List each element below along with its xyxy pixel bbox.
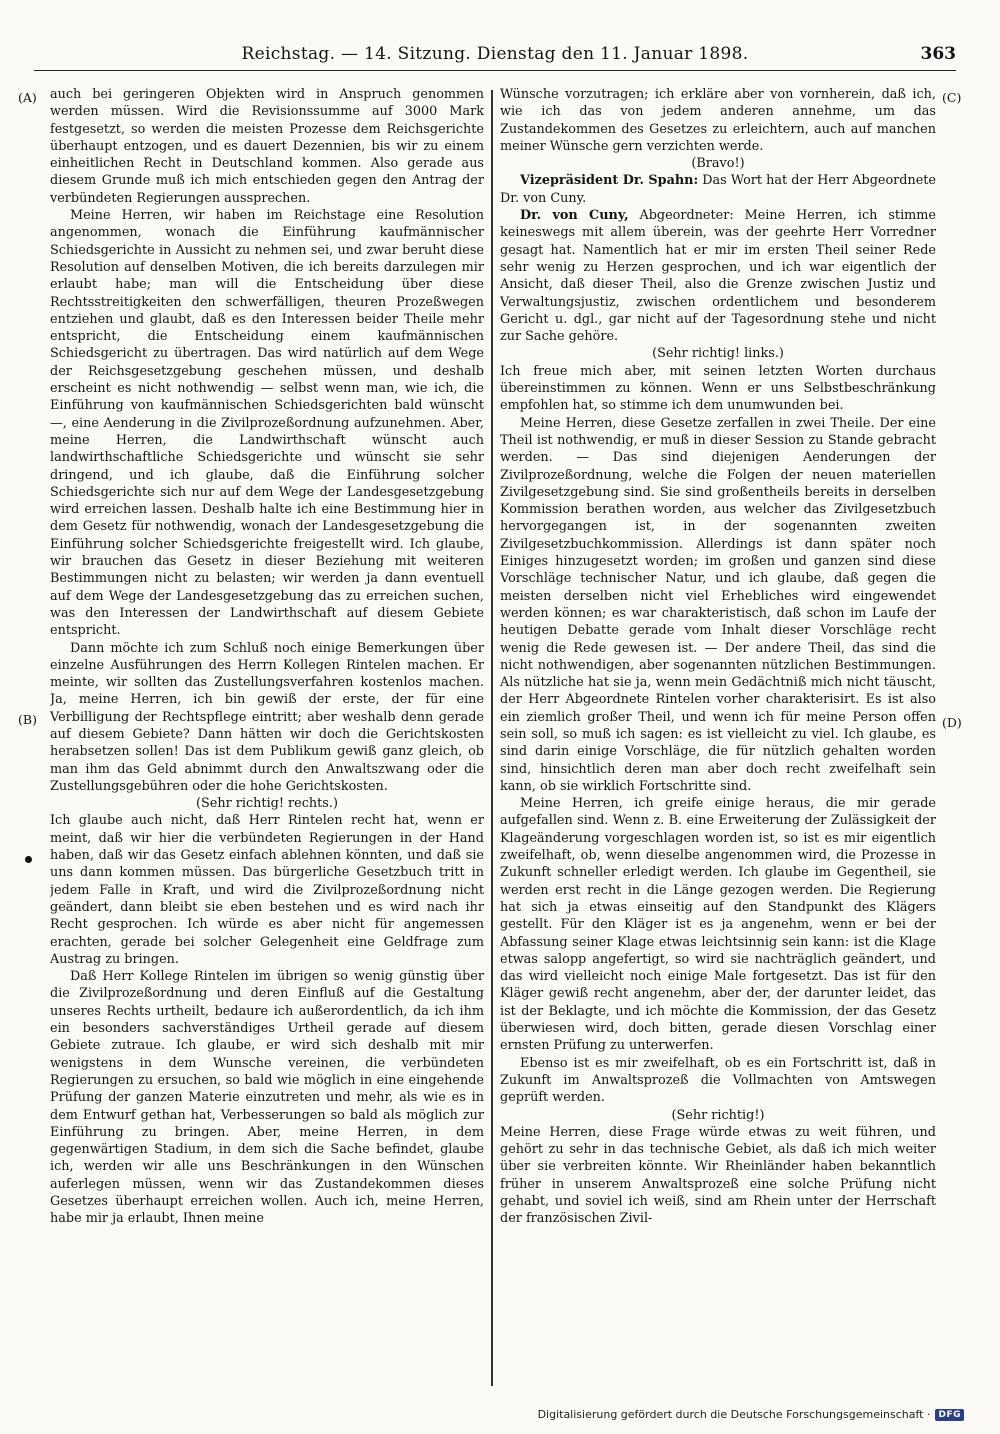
margin-marker-d: (D)	[942, 715, 962, 730]
speaker-name: Dr. von Cuny,	[520, 208, 629, 224]
funding-note: Digitalisierung gefördert durch die Deutsche Forschungsgemeinschaft ·	[537, 1408, 931, 1421]
speaker-text: Abgeordneter: Meine Herren, ich stimme keineswegs mit allem überein, was der geehrte Herr Vorredner gesagt hat. Namentlich hat er mir im ersten Theil seiner Rede sehr wenig zu Herzen gesprochen, und ich war eigentlich der Ansicht, daß dieser Theil, also die Grenze zwischen Justiz und Verwaltungsjustiz, zwischen ordentlichem und besonderem Gericht u. dgl., gar nicht auf der Tagesordnung stehe und nicht zur Sache gehöre.	[500, 208, 936, 345]
margin-marker-c: (C)	[942, 90, 962, 105]
speaker-paragraph	[500, 207, 936, 345]
dfg-logo: DFG	[935, 1409, 964, 1421]
interjection: (Sehr richtig!)	[671, 1107, 765, 1123]
paragraph: auch bei geringeren Objekten wird in Anspruch genommen werden müssen. Wird die Revisionssumme auf 3000 Mark festgesetzt, so werden die meisten Prozesse dem Reichsgerichte überhaupt entzogen, und es dauert Dezennien, bis wir zu einem einheitlichen Recht in Deutschland kommen. Also gerade aus diesem Grunde muß ich mich entschieden gegen den Antrag der verbündeten Regierungen aussprechen.	[50, 87, 484, 206]
paragraph: Ich freue mich aber, mit seinen letzten Worten durchaus übereinstimmen zu können. Wenn er uns Selbstbeschränkung empfohlen hat, so stimme ich dem unumwunden bei.	[500, 363, 936, 414]
paragraph: Ebenso ist es mir zweifelhaft, ob es ein Fortschritt ist, daß in Zukunft im Anwaltsprozeß die Vollmachten von Amtswegen geprüft werden.	[500, 1055, 936, 1106]
paragraph: Dann möchte ich zum Schluß noch einige Bemerkungen über einzelne Ausführungen des Herrn Kollegen Rintelen machen. Er meinte, wir sollten das Zustellungsverfahren kostenlos machen. Ja, meine Herren, ich bin gewiß der erste, der für eine Verbilligung der Rechtspflege eintritt; aber weshalb denn gerade auf diesem Gebiete? Dann hätten wir doch die Gerichtskosten herabsetzen sollen! Das ist dem Publikum gewiß ganz gleich, ob man ihm das Geld abnimmt durch den Anwaltszwang oder die Zustellungsgebühren oder die hohe Gerichtskosten.	[50, 640, 484, 794]
margin-marker-a: (A)	[18, 90, 37, 105]
margin-dot	[25, 856, 32, 863]
paragraph: Ich glaube auch nicht, daß Herr Rintelen recht hat, wenn er meint, daß wir hier die verbündeten Regierungen in der Hand haben, daß wir das Gesetz einfach ablehnen könnten, und daß sie uns dann kommen müssen. Das bürgerliche Gesetzbuch tritt in jedem Falle in Kraft, und wird die Zivilprozeßordnung nicht geändert, dann bleibt sie eben bestehen und es wird nach ihr Recht gesprochen. Ich würde es aber nicht für angemessen erachten, gerade bei solcher Gelegenheit eine Geldfrage zum Austrag zu bringen.	[50, 813, 484, 967]
interjection: (Bravo!)	[691, 156, 745, 172]
speaker-paragraph	[500, 172, 936, 207]
page-number: 363	[920, 44, 956, 64]
paragraph: Meine Herren, diese Frage würde etwas zu weit führen, und gehört zu sehr in das technische Gebiet, als daß ich mich weiter über sie verbreiten könnte. Wir Rheinländer haben bekanntlich früher in unserem Anwaltsprozeß eine solche Prüfung nicht gehabt, und soviel ich weiß, sind am Rhein unter der Herrschaft der französischen Zivil-	[500, 1124, 936, 1227]
interjection: (Sehr richtig! links.)	[652, 346, 784, 362]
speaker-name: Vizepräsident Dr. Spahn:	[520, 173, 699, 189]
paragraph: Daß Herr Kollege Rintelen im übrigen so wenig günstig über die Zivilprozeßordnung und deren Einfluß auf die Gestaltung unseres Rechts urtheilt, bedaure ich außerordentlich, da ich ihm ein besonders sachverständiges Urtheil gerade auf diesem Gebiete zutraue. Ich glaube, er wird sich deshalb mit mir wenigstens in dem Wunsche vereinen, die verbündeten Regierungen zu ersuchen, so bald wie möglich in eine eingehende Prüfung der ganzen Materie einzutreten und mehr, als wie es in dem Entwurf gethan hat, Verbesserungen so bald als möglich zur Einführung zu bringen. Aber, meine Herren, in dem gegenwärtigen Stadium, in dem sich die Sache befindet, glaube ich, werden wir alle uns Beschränkungen in den Wünschen auferlegen müssen, wenn wir das Zustandekommen dieses Gesetzes überhaupt erreichen wollen. Auch ich, meine Herren, habe mir ja erlaubt, Ihnen meine	[50, 969, 484, 1227]
speaker-text: Das Wort hat der Herr Abgeordnete Dr. von Cuny.	[500, 173, 936, 206]
column-divider	[491, 90, 493, 1386]
paragraph: Meine Herren, wir haben im Reichstage eine Resolution angenommen, wonach die Einführung kaufmännischer Schiedsgerichte in Aussicht zu nehmen sei, und zwar beruht diese Resolution auf denselben Motiven, die ich bereits darzulegen mir erlaubt habe; man will die Entscheidung über diese Rechtsstreitigkeiten den schwerfälligen, theuren Prozeßwegen entziehen und glaubt, daß es den Interessen beider Theile mehr entspricht, die Entscheidung einem kaufmännischen Schiedsgericht zu übertragen. Das wird natürlich auf dem Wege der Reichsgesetzgebung geschehen müssen, und deshalb erscheint es nicht nothwendig — selbst wenn man, wie ich, die Einführung von kaufmännischen Schiedsgerichten bald wünscht —, eine Aenderung in die Zivilprozeßordnung aufzunehmen. Aber, meine Herren, die Landwirthschaft wünscht auch landwirthschaftliche Schiedsgerichte und wünscht sie sehr dringend, und ich glaube, daß die Einführung solcher Schiedsgerichte sich nur auf dem Wege der Landesgesetzgebung wird erreichen lassen. Deshalb halte ich eine Bestimmung hier in dem Gesetz für nothwendig, wonach der Landesgesetzgebung die Einführung solcher Schiedsgerichte freigestellt wird. Ich glaube, wir brauchen das Gesetz in dieser Beziehung mit weiteren Bestimmungen nicht zu belasten; wir werden ja dann eventuell auf dem Wege der Landesgesetzgebung das zu erreichen suchen, was den Interessen der Landwirthschaft auf diesem Gebiete entspricht.	[50, 208, 484, 639]
page-header	[34, 40, 956, 71]
footer	[538, 1408, 964, 1421]
right-column	[500, 86, 936, 1390]
running-title: Reichstag. — 14. Sitzung. Dienstag den 11. Januar 1898.	[241, 44, 749, 64]
paragraph: Meine Herren, diese Gesetze zerfallen in zwei Theile. Der eine Theil ist nothwendig, er muß in dieser Session zu Stande gebracht werden. — Das sind diejenigen Aenderungen der Zivilprozeßordnung, welche die Folgen der neuen materiellen Zivilgesetzgebung sind. Sie sind großentheils bereits in derselben Kommission berathen worden, aus welcher das Zivilgesetzbuch hervorgegangen ist, in der sogenannten zweiten Zivilgesetzbuchkommission. Allerdings ist dann später noch Einiges hinzugesetzt worden; im großen und ganzen sind diese Vorschläge technischer Natur, und ich glaube, daß gegen die meisten derselben nicht viel Erhebliches wird eingewendet werden können; es war charakteristisch, daß schon im Laufe der heutigen Debatte gerade vom Inhalt dieser Vorschläge recht wenig die Rede gewesen ist. — Der andere Theil, das sind die nicht nothwendigen, aber sogenannten nützlichen Bestimmungen. Als nützliche hat sie ja, wenn mein Gedächtniß mich nicht täuscht, der Herr Abgeordnete Rintelen vorher charakterisirt. Es ist also ein ziemlich großer Theil, und wenn ich für meine Person offen sein soll, so muß ich sagen: es ist vielleicht zu viel. Ich glaube, es sind darin einige Vorschläge, die für nützlich gehalten worden sind, hinsichtlich deren man aber doch recht zweifelhaft sein kann, ob sie wirklich Fortschritte sind.	[500, 415, 936, 794]
paragraph: Meine Herren, ich greife einige heraus, die mir gerade aufgefallen sind. Wenn z. B. eine Erweiterung der Zulässigkeit der Klageänderung vorgeschlagen worden ist, so ist es mir eigentlich zweifelhaft, ob, wenn dieselbe angenommen wird, die Prozesse in Zukunft schneller erledigt werden. Ich glaube im Gegentheil, sie werden erst recht in die Länge gezogen werden. Die Regierung hat sich ja etwas einseitig auf den Standpunkt des Klägers gestellt. Für den Kläger ist es ja angenehm, wenn er bei der Abfassung seiner Klage etwas leichtsinnig sein kann: ist die Klage etwas salopp angefertigt, so wird sie nachträglich geändert, und das wird vielleicht noch einige Male fortgesetzt. Das ist für den Kläger gewiß recht angenehm, aber der, der darunter leidet, das ist der Beklagte, und ich möchte die Kommission, der das Gesetz überwiesen wird, doch bitten, gerade diesen Vorschlag einer ernsten Prüfung zu unterwerfen.	[500, 796, 936, 1054]
left-column	[50, 86, 484, 1390]
margin-marker-b: (B)	[18, 712, 37, 727]
paragraph: Wünsche vorzutragen; ich erkläre aber von vornherein, daß ich, wie ich das von jedem anderen annehme, um das Zustandekommen des Gesetzes zu erleichtern, auch auf manchen meiner Wünsche gern verzichten werde.	[500, 87, 936, 154]
interjection: (Sehr richtig! rechts.)	[196, 796, 338, 812]
